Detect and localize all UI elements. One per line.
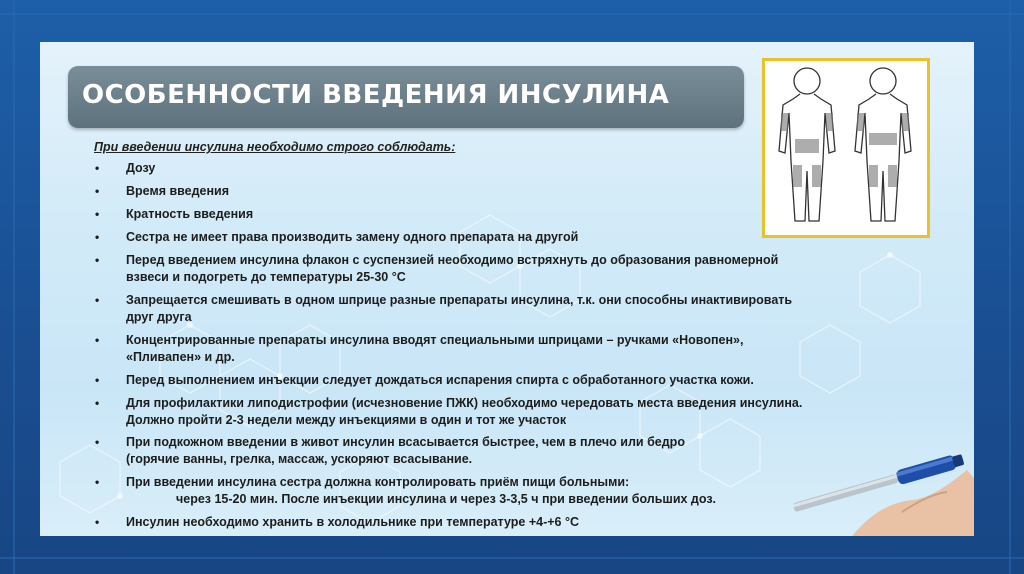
bullet-dot: • bbox=[95, 184, 100, 198]
bullet-text-line: Инсулин необходимо хранить в холодильнике при температуре +4-+6 °С bbox=[126, 515, 580, 529]
bullet-text-line: Перед введением инсулина флакон с суспензией необходимо встряхнуть до образования равномерной bbox=[126, 253, 779, 267]
bullet-dot: • bbox=[95, 515, 100, 529]
bullet-item bbox=[90, 292, 930, 326]
bullet-text-line: взвеси и подогреть до температуры 25-30 °С bbox=[126, 270, 406, 284]
bullet-dot: • bbox=[95, 293, 100, 307]
bullet-text-line: (горячие ванны, грелка, массаж, ускоряют всасывание. bbox=[126, 452, 473, 466]
bullet-dot: • bbox=[95, 333, 100, 347]
bullet-text-line: через 15-20 мин. После инъекции инсулина и через 3-3,5 ч при введении больших доз. bbox=[176, 492, 717, 506]
bullet-text-line: Должно пройти 2-3 недели между инъекциями в один и тот же участок bbox=[126, 413, 567, 427]
bullet-dot: • bbox=[95, 207, 100, 221]
slide bbox=[40, 42, 974, 536]
bullet-text-line: При подкожном введении в живот инсулин всасывается быстрее, чем в плечо или бедро bbox=[126, 435, 685, 449]
bullet-text-line: Для профилактики липодистрофии (исчезновение ПЖК) необходимо чередовать места введения инсулина. bbox=[126, 396, 803, 410]
bullet-text-line: Сестра не имеет права производить замену одного препарата на другой bbox=[126, 230, 579, 244]
bullet-text-line: Запрещается смешивать в одном шприце разные препараты инсулина, т.к. они способны инактивировать bbox=[126, 293, 793, 307]
bullet-text-line: «Пливапен» и др. bbox=[126, 350, 235, 364]
slide-subtitle: При введении инсулина необходимо строго соблюдать: bbox=[94, 140, 456, 154]
bullet-dot: • bbox=[95, 475, 100, 489]
bullet-item bbox=[90, 332, 930, 366]
insulin-pen-image bbox=[782, 442, 974, 536]
bullet-dot: • bbox=[95, 161, 100, 175]
body-diagram-image bbox=[762, 58, 930, 238]
bullet-dot: • bbox=[95, 396, 100, 410]
bullet-text-line: Концентрированные препараты инсулина вводят специальными шприцами – ручками «Новопен», bbox=[126, 333, 744, 347]
bullet-item bbox=[90, 372, 930, 389]
bullet-text-line: При введении инсулина сестра должна контролировать приём пищи больными: bbox=[126, 475, 630, 489]
bullet-item bbox=[90, 252, 930, 286]
bullet-dot: • bbox=[95, 373, 100, 387]
bullet-dot: • bbox=[95, 253, 100, 267]
bullet-dot: • bbox=[95, 435, 100, 449]
bullet-text-line: Перед выполнением инъекции следует дождаться испарения спирта с обработанного участка кожи. bbox=[126, 373, 754, 387]
injection-sites-icon bbox=[765, 61, 927, 235]
bullet-dot: • bbox=[95, 230, 100, 244]
bullet-text-line: Время введения bbox=[126, 184, 230, 198]
bullet-text-line: Кратность введения bbox=[126, 207, 254, 221]
bullet-text-line: друг друга bbox=[126, 310, 192, 324]
bullet-item bbox=[90, 395, 930, 429]
slide-title: ОСОБЕННОСТИ ВВЕДЕНИЯ ИНСУЛИНА bbox=[82, 80, 670, 110]
bullet-text-line: Дозу bbox=[126, 161, 156, 175]
